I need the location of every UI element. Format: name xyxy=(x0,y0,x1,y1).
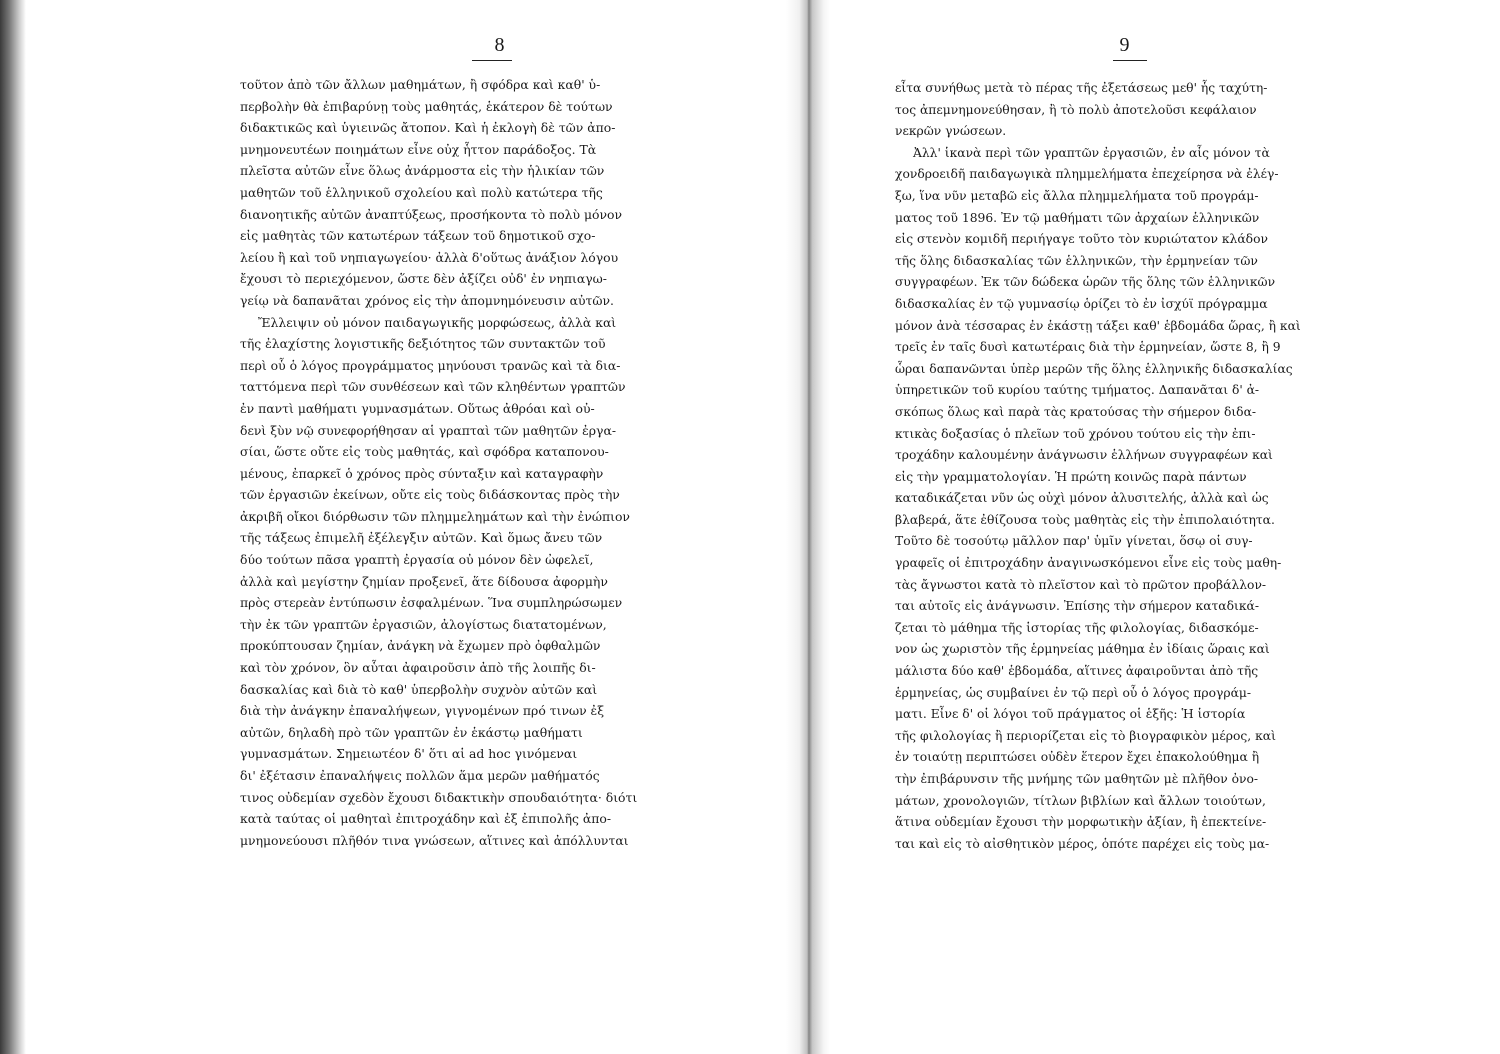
text-line: μνημονευτέων ποιημάτων εἶνε οὐχ ἧττον παράδοξος. Τὰ xyxy=(240,141,597,157)
text-line: εἰς μαθητὰς τῶν κατωτέρων τάξεων τοῦ δημοτικοῦ σχο- xyxy=(240,228,596,244)
page-number-underline xyxy=(1113,60,1147,61)
text-line: Ἀλλ' ἱκανὰ περὶ τῶν γραπτῶν ἐργασιῶν, ἐν αἷς μόνον τὰ xyxy=(913,145,1270,160)
text-line: ἑρμηνείας, ὡς συμβαίνει ἐν τῷ περὶ οὗ ὁ λόγος προγράμ- xyxy=(895,685,1252,700)
text-line: τῆς ὅλης διδασκαλίας τῶν ἑλληνικῶν, τὴν ἑρμηνείαν τῶν xyxy=(895,253,1258,268)
text-line: μνημονεύουσι πλῆθόν τινα γνώσεων, αἵτινες καὶ ἀπόλλυνται xyxy=(240,832,629,848)
text-line: κτικὰς δοξασίας ὁ πλεῖων τοῦ χρόνου τούτου εἰς τὴν ἐπι- xyxy=(895,426,1256,441)
text-line: τῆς τάξεως ἐπιμελῆ ἐξέλεγξιν αὐτῶν. Καὶ ὅμως ἄνευ τῶν xyxy=(240,530,603,546)
left-page xyxy=(240,0,760,1054)
text-line: τος ἀπεμνημονεύθησαν, ἢ τὸ πολὺ ἀποτελοῦσι κεφάλαιον xyxy=(895,102,1257,117)
text-line: καταδικάζεται νῦν ὡς οὐχὶ μόνον ἀλυσιτελής, ἀλλὰ καὶ ὡς xyxy=(895,491,1269,506)
text-line: ἐν παντὶ μαθήματι γυμνασμάτων. Οὕτως ἀθρόαι καὶ οὐ- xyxy=(240,400,595,416)
text-line: διανοητικῆς αὐτῶν ἀναπτύξεως, προσήκοντα τὸ πολὺ μόνον xyxy=(240,206,623,222)
text-line: γραφεῖς οἱ ἐπιτροχάδην ἀναγινωσκόμενοι εἶνε εἰς τοὺς μαθη- xyxy=(895,556,1282,571)
text-line: ται καὶ εἰς τὸ αἰσθητικὸν μέρος, ὁπότε παρέχει εἰς τοὺς μα- xyxy=(895,836,1270,851)
text-line: ἅτινα οὐδεμίαν ἔχουσι τὴν μορφωτικὴν ἀξίαν, ἢ ἐπεκτείνε- xyxy=(895,815,1267,830)
text-line: ἐν τοιαύτῃ περιπτώσει οὐδὲν ἕτερον ἔχει ἐπακολούθημα ἢ xyxy=(895,750,1260,765)
text-line: δύο τούτων πᾶσα γραπτὴ ἐργασία οὐ μόνον δὲν ὠφελεῖ, xyxy=(240,552,594,568)
text-line: γείῳ νὰ δαπανᾶται χρόνος εἰς τὴν ἀπομνημόνευσιν αὐτῶν. xyxy=(240,292,614,308)
page-number-underline xyxy=(472,60,512,61)
page-number: 8 xyxy=(494,34,506,56)
text-line: εἰς τὴν γραμματολογίαν. Ἡ πρώτη κοινῶς παρὰ πάντων xyxy=(895,469,1247,484)
text-line: λείου ἢ καὶ τοῦ νηπιαγωγείου· ἀλλὰ δ'οὕτως ἀνάξιον λόγου xyxy=(240,249,619,265)
text-line: ἔχουσι τὸ περιεχόμενον, ὥστε δὲν ἀξίζει οὐδ' ἐν νηπιαγω- xyxy=(240,271,607,287)
text-line: προκύπτουσαν ζημίαν, ἀνάγκη νὰ ἔχωμεν πρὸ ὀφθαλμῶν xyxy=(240,638,601,654)
text-line: ὧραι δαπανῶνται ὑπὲρ μερῶν τῆς ὅλης ἑλληνικῆς διδασκαλίας xyxy=(895,361,1293,376)
text-line: πρὸς στερεὰν ἐντύπωσιν ἐσφαλμένων. Ἵνα συμπληρώσωμεν xyxy=(240,595,623,611)
text-line: τῆς ἐλαχίστης λογιστικῆς δεξιότητος τῶν συντακτῶν τοῦ xyxy=(240,336,606,352)
text-line: ται αὐτοῖς εἰς ἀνάγνωσιν. Ἐπίσης τὴν σήμερον καταδικά- xyxy=(895,599,1259,614)
text-line: σκόπως ὅλως καὶ παρὰ τὰς κρατούσας τὴν σήμερον διδα- xyxy=(895,404,1257,419)
text-line: μένους, ἐπαρκεῖ ὁ χρόνος πρὸς σύνταξιν καὶ καταγραφὴν xyxy=(240,465,604,481)
text-line: μόνον ἀνὰ τέσσαρας ἐν ἑκάστῃ τάξει καθ' ἑβδομάδα ὥρας, ἢ καὶ xyxy=(895,318,1301,333)
text-line: ἀκριβῆ οἴκοι διόρθωσιν τῶν πλημμελημάτων καὶ τὴν ἐνώπιον xyxy=(240,508,630,524)
text-line: μάτων, χρονολογιῶν, τίτλων βιβλίων καὶ ἄλλων τοιούτων, xyxy=(895,793,1266,808)
left-page-edge-shadow xyxy=(0,0,26,1054)
text-line: τῆς φιλολογίας ἢ περιορίζεται εἰς τὸ βιογραφικὸν μέρος, καὶ xyxy=(895,728,1276,743)
text-line: νον ὡς χωριστὸν τῆς ἑρμηνείας μάθημα ἐν ἰδίαις ὥραις καὶ xyxy=(895,642,1270,657)
text-line: συγγραφέων. Ἐκ τῶν δώδεκα ὡρῶν τῆς ὅλης τῶν ἑλληνικῶν xyxy=(895,275,1276,290)
text-line: ματος τοῦ 1896. Ἐν τῷ μαθήματι τῶν ἀρχαίων ἑλληνικῶν xyxy=(895,210,1260,225)
text-line: πλεῖστα αὐτῶν εἶνε ὅλως ἀνάρμοστα εἰς τὴν ἡλικίαν τῶν xyxy=(240,163,605,179)
text-line: Ἔλλειψιν οὐ μόνον παιδαγωγικῆς μορφώσεως, ἀλλὰ καὶ xyxy=(258,314,617,330)
right-page-text xyxy=(895,78,1355,855)
text-line: τῶν ἐργασιῶν ἐκείνων, οὔτε εἰς τοὺς διδάσκοντας πρὸς τὴν xyxy=(240,487,620,503)
text-line: τὰς ἄγνωστοι κατὰ τὸ πλεῖστον καὶ τὸ πρῶτον προβάλλον- xyxy=(895,577,1267,592)
text-line: καὶ τὸν χρόνον, ὃν αὗται ἀφαιροῦσιν ἀπὸ τῆς λοιπῆς δι- xyxy=(240,660,596,676)
text-line: μαθητῶν τοῦ ἑλληνικοῦ σχολείου καὶ πολὺ κατώτερα τῆς xyxy=(240,184,603,200)
left-page-text xyxy=(240,74,760,851)
text-line: ὑπηρετικῶν τοῦ κυρίου ταύτης τμήματος. Δαπανᾶται δ' ἀ- xyxy=(895,383,1260,398)
text-line: Τοῦτο δὲ τοσούτῳ μᾶλλον παρ' ὑμῖν γίνεται, ὅσῳ οἱ συγ- xyxy=(895,534,1253,549)
text-line: δι' ἐξέτασιν ἐπαναλήψεις πολλῶν ἅμα μερῶν μαθήματός xyxy=(240,768,600,783)
text-line: κατὰ ταύτας οἱ μαθηταὶ ἐπιτροχάδην καὶ ἐξ ἐπιπολῆς ἀπο- xyxy=(240,811,612,827)
text-line: τὴν ἐκ τῶν γραπτῶν ἐργασιῶν, ἀλογίστως διατατομένων, xyxy=(240,616,607,632)
text-line: αὐτῶν, δηλαδὴ πρὸ τῶν γραπτῶν ἐν ἑκάστῳ μαθήματι xyxy=(240,724,583,740)
text-line: χονδροειδῆ παιδαγωγικὰ πλημμελήματα ἐπεχείρησα νὰ ἐλέγ- xyxy=(895,167,1279,182)
text-line: δασκαλίας καὶ διὰ τὸ καθ' ὑπερβολὴν συχνὸν αὐτῶν καὶ xyxy=(240,681,598,697)
text-line: δενὶ ξὺν νῷ συνεφορήθησαν αἱ γραπταὶ τῶν μαθητῶν ἐργα- xyxy=(240,422,617,438)
text-line: τοῦτον ἀπὸ τῶν ἄλλων μαθημάτων, ἢ σφόδρα καὶ καθ' ὑ- xyxy=(240,77,601,92)
text-line: διδακτικῶς καὶ ὑγιεινῶς ἄτοπον. Καὶ ἡ ἐκλογὴ δὲ τῶν ἀπο- xyxy=(240,120,616,136)
text-line: διδασκαλίας ἐν τῷ γυμνασίῳ ὁρίζει τὸ ἐν ἰσχύϊ πρόγραμμα xyxy=(895,296,1268,311)
text-line: βλαβερά, ἅτε ἐθίζουσα τοὺς μαθητὰς εἰς τὴν ἐπιπολαιότητα. xyxy=(895,512,1275,527)
text-line: σίαι, ὥστε οὔτε εἰς τοὺς μαθητάς, καὶ σφόδρα καταπονου- xyxy=(240,444,609,460)
text-line: τροχάδην καλουμένην ἀνάγνωσιν ἑλλήνων συγγραφέων καὶ xyxy=(895,448,1273,463)
text-line: διὰ τὴν ἀνάγκην ἐπαναλήψεων, γιγνομένων πρό τινων ἐξ xyxy=(240,703,605,719)
text-line: ξω, ἵνα νῦν μεταβῶ εἰς ἄλλα πλημμελήματα τοῦ προγράμ- xyxy=(895,188,1259,203)
text-line: ματι. Εἶνε δ' οἱ λόγοι τοῦ πράγματος οἱ ἑξῆς: Ἡ ἱστορία xyxy=(895,707,1246,722)
text-line: νεκρῶν γνώσεων. xyxy=(895,124,1007,139)
text-line: ἀλλὰ καὶ μεγίστην ζημίαν προξενεῖ, ἅτε δίδουσα ἀφορμὴν xyxy=(240,573,608,589)
text-line: μάλιστα δύο καθ' ἑβδομάδα, αἵτινες ἀφαιροῦνται ἀπὸ τῆς xyxy=(895,664,1259,679)
text-line: εἶτα συνήθως μετὰ τὸ πέρας τῆς ἐξετάσεως μεθ' ἧς ταχύτη- xyxy=(895,81,1268,95)
text-line: ζεται τὸ μάθημα τῆς ἱστορίας τῆς φιλολογίας, διδασκόμε- xyxy=(895,620,1259,635)
text-line: γυμνασμάτων. Σημειωτέον δ' ὅτι αἱ ad hoc γινόμεναι xyxy=(240,746,578,762)
page-number: 9 xyxy=(1119,34,1131,56)
text-line: περὶ οὗ ὁ λόγος προγράμματος μηνύουσι τρανῶς καὶ τὰ δια- xyxy=(240,357,621,373)
text-line: τινος οὐδεμίαν σχεδὸν ἔχουσι διδακτικὴν σπουδαιότητα· διότι xyxy=(240,789,638,805)
text-line: ταττόμενα περὶ τῶν συνθέσεων καὶ τῶν κληθέντων γραπτῶν xyxy=(240,379,626,395)
text-line: εἰς στενὸν κομιδῆ περιήγαγε τοῦτο τὸν κυριώτατον κλάδον xyxy=(895,232,1268,247)
book-gutter xyxy=(786,0,830,1054)
right-page xyxy=(895,0,1355,1054)
text-line: περβολὴν θὰ ἐπιβαρύνῃ τοὺς μαθητάς, ἑκάτερον δὲ τούτων xyxy=(240,98,613,114)
text-line: τὴν ἐπιβάρυνσιν τῆς μνήμης τῶν μαθητῶν μὲ πλῆθον ὀνο- xyxy=(895,772,1259,786)
text-line: τρεῖς ἐν ταῖς δυσὶ κατωτέραις διὰ τὴν ἑρμηνείαν, ὥστε 8, ἢ 9 xyxy=(895,340,1281,355)
